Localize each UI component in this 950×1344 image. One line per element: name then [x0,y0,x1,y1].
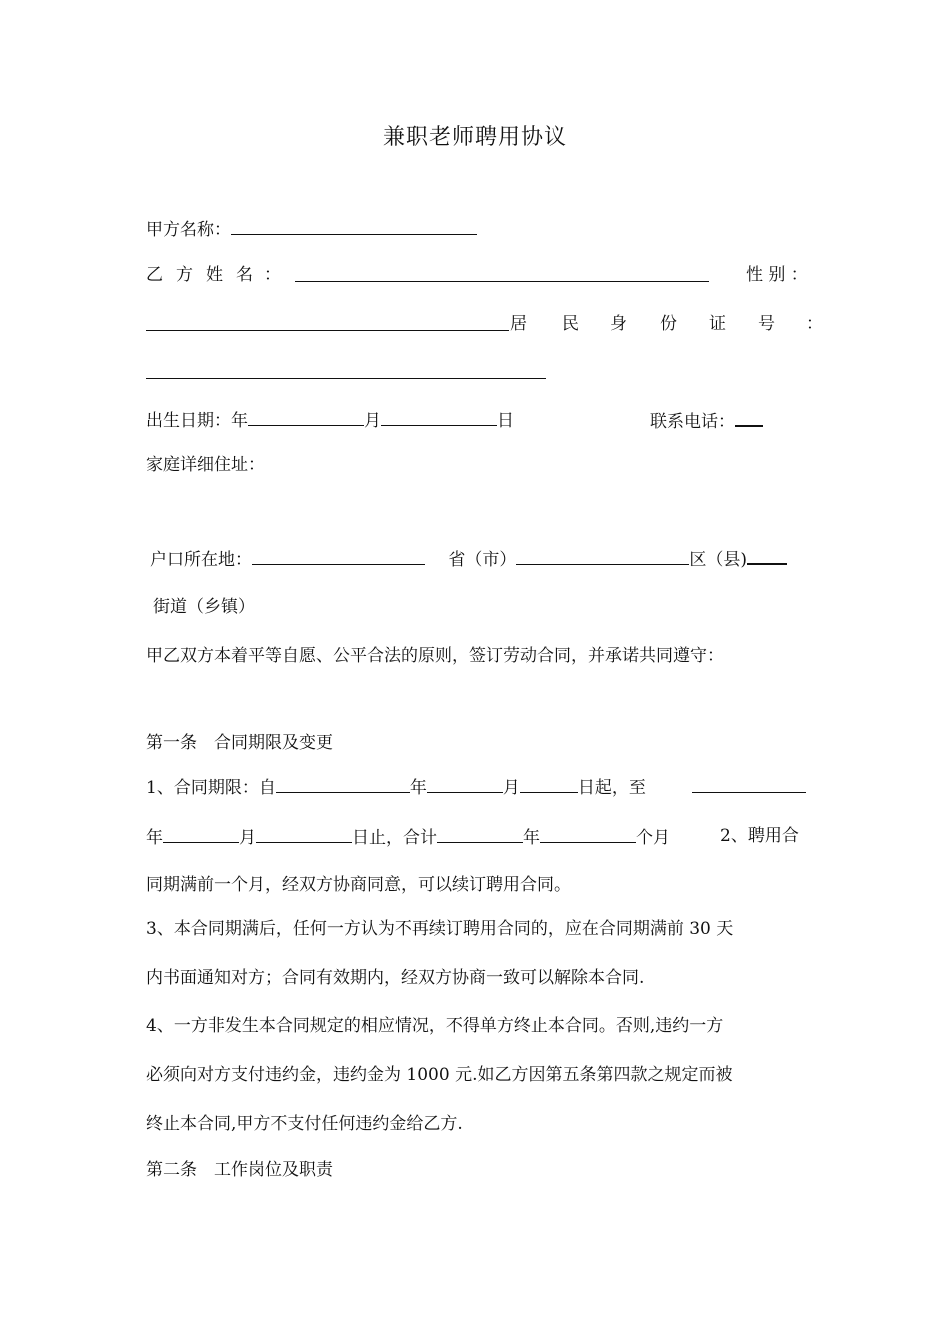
from-day-label: 日起，至 [577,778,646,798]
total-years-label: 年 [523,828,540,848]
hukou-blank[interactable] [252,546,425,565]
clause2-start: 2、聘用合 [720,826,799,846]
term-line-2 [146,824,816,850]
party-b-char: 乙 [146,265,163,285]
birth-month-label: 月 [364,411,381,431]
hukou-label: 户口所在地： [150,550,252,570]
total-months-blank[interactable] [540,824,636,843]
phone-blank[interactable] [735,407,763,427]
street-label: 街道（乡镇） [153,597,255,617]
end-day-blank[interactable] [256,824,352,843]
province-blank[interactable] [516,546,689,565]
id-char: 号 [758,314,775,334]
address-line [146,453,265,477]
term-prefix: 1、合同期限：自 [146,778,276,798]
party-b-name-blank[interactable] [295,263,709,282]
clause3-line-1: 3、本合同期满后，任何一方认为不再续订聘用合同的，应在合同期满前 30 天 [146,919,734,939]
intro-paragraph: 甲乙双方本着平等自愿、公平合法的原则，签订劳动合同，并承诺共同遵守： [146,646,724,666]
birth-line [146,407,816,433]
district-blank[interactable] [747,545,787,565]
clause4-line-2: 必须向对方支付违约金，违约金为 1000 元.如乙方因第五条第四款之规定而被 [146,1065,733,1085]
document-title: 兼职老师聘用协议 [382,125,567,150]
id-char: 证 [709,314,726,334]
term-line-1 [146,774,816,800]
party-b-char: 名 [236,265,253,285]
id-char: 份 [660,314,677,334]
gender-label: 性 别 ： [746,265,808,285]
end-year-label: 年 [146,828,163,848]
birth-year-blank[interactable] [248,407,364,426]
birth-month-blank[interactable] [381,407,497,426]
party-a-blank[interactable] [231,216,477,235]
address-label: 家庭详细住址： [146,455,265,475]
to-day-label: 日止，合计 [352,828,437,848]
start-year-label: 年 [409,778,427,798]
end-year-blank[interactable] [692,774,806,793]
id-number-line [146,360,546,386]
start-month-label: 月 [502,778,520,798]
birth-day-label: 日 [497,411,514,431]
id-char: 民 [562,314,579,334]
party-b-char: 方 [176,265,193,285]
id-char: 身 [610,314,627,334]
phone-label-wrap [650,407,763,434]
province-label: 省（市） [448,550,517,570]
party-a-label: 甲方名称： [146,220,231,240]
phone-label: 联系电话： [650,412,735,432]
start-month-blank[interactable] [427,774,503,793]
party-b-char: 姓 [206,265,223,285]
months-unit-label: 个月 [636,828,670,848]
party-a-line [146,216,477,242]
hukou-line [150,545,814,572]
district-label: 区（县) [689,550,748,570]
clause2-end: 同期满前一个月，经双方协商同意，可以续订聘用合同。 [146,875,571,895]
start-day-blank[interactable] [520,774,578,793]
id-number-blank[interactable] [146,360,546,379]
article2-heading: 第二条 工作岗位及职责 [146,1160,333,1180]
gender-blank[interactable] [146,312,509,331]
clause4-line-1: 4、一方非发生本合同规定的相应情况，不得单方终止本合同。否则,违约一方 [146,1016,724,1036]
clause4-line-3: 终止本合同,甲方不支付任何违约金给乙方. [146,1114,463,1134]
id-char: 居 [510,314,527,334]
clause3-line-2: 内书面通知对方；合同有效期内，经双方协商一致可以解除本合同. [146,968,645,988]
id-char: ： [806,314,823,334]
article1-heading: 第一条 合同期限及变更 [146,733,333,753]
street-line [153,595,255,619]
end-month-label: 月 [239,828,256,848]
total-years-blank[interactable] [437,824,523,843]
party-b-char: ： [264,265,281,285]
start-year-blank[interactable] [276,774,410,793]
end-month-blank[interactable] [163,824,239,843]
birth-label: 出生日期：年 [146,411,248,431]
